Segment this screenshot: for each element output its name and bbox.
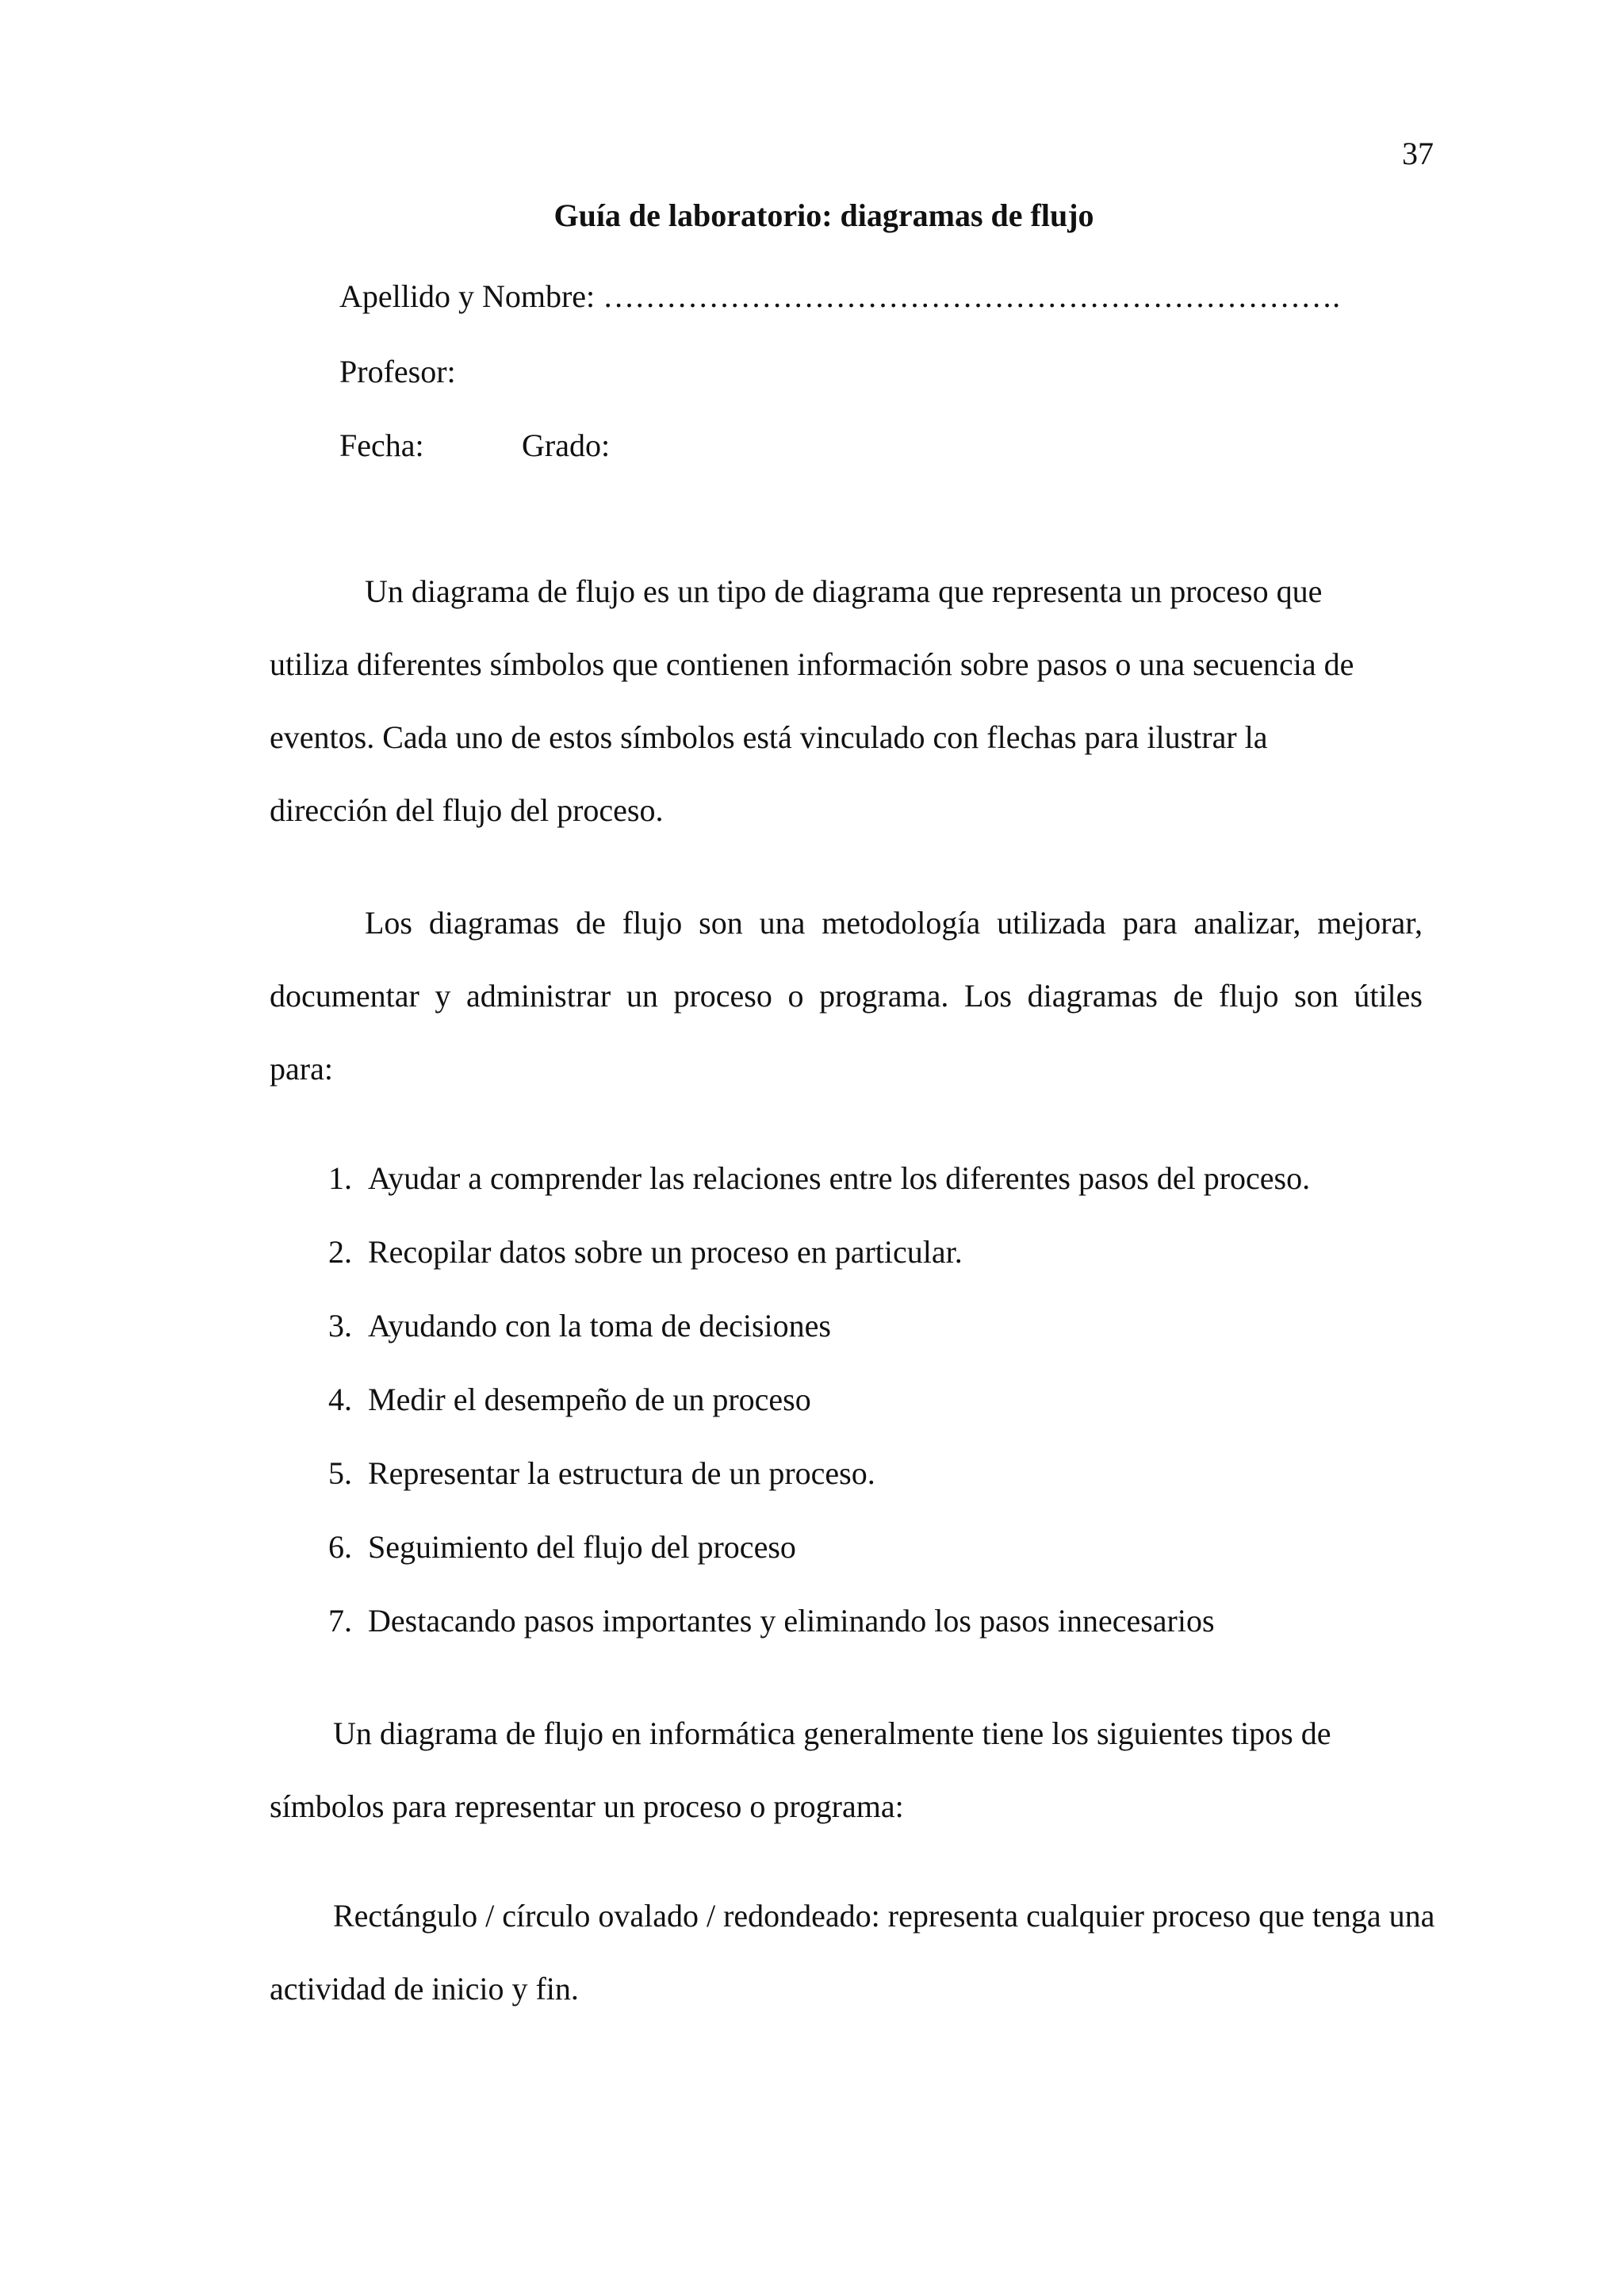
paragraph-line: símbolos para representar un proceso o programa: xyxy=(270,1788,904,1824)
paragraph-line: dirección del flujo del proceso. xyxy=(270,792,664,828)
page-number: 37 xyxy=(1402,136,1434,171)
paragraph-line: eventos. Cada uno de estos símbolos está vinculado con flechas para ilustrar la xyxy=(270,719,1268,755)
list-item xyxy=(328,1381,1310,1455)
list-item xyxy=(328,1233,1310,1307)
paragraph-rectangle-symbol xyxy=(270,1880,1435,2026)
paragraph-line: Rectángulo / círculo ovalado / redondeado: representa cualquier proceso que tenga una xyxy=(333,1898,1435,1934)
list-item-number: 5. xyxy=(328,1455,352,1491)
list-item-number: 4. xyxy=(328,1382,352,1417)
list-item-text: Destacando pasos importantes y eliminando los pasos innecesarios xyxy=(368,1603,1215,1639)
page-title: Guía de laboratorio: diagramas de flujo xyxy=(553,197,1094,233)
paragraph-line: documentar y administrar un proceso o programa. Los diagramas de flujo son útiles xyxy=(270,978,1423,1014)
list-item-text: Seguimiento del flujo del proceso xyxy=(368,1529,796,1565)
paragraph-symbols-intro xyxy=(270,1697,1423,1843)
uses-list xyxy=(328,1159,1310,1676)
list-item-text: Ayudar a comprender las relaciones entre los diferentes pasos del proceso. xyxy=(368,1160,1311,1196)
list-item xyxy=(328,1528,1310,1602)
list-item-text: Medir el desempeño de un proceso xyxy=(368,1382,811,1417)
list-item-number: 6. xyxy=(328,1529,352,1565)
paragraph-line: actividad de inicio y fin. xyxy=(270,1971,579,2007)
paragraph-definition xyxy=(270,555,1423,847)
list-item xyxy=(328,1455,1310,1528)
list-item-number: 7. xyxy=(328,1603,352,1639)
date-field-label: Fecha: xyxy=(339,427,424,463)
grade-field-label: Grado: xyxy=(522,427,611,463)
paragraph-line: para: xyxy=(270,1051,333,1087)
teacher-field-label: Profesor: xyxy=(339,354,456,389)
list-item-text: Recopilar datos sobre un proceso en particular. xyxy=(368,1234,963,1270)
paragraph-line: Un diagrama de flujo es un tipo de diagrama que representa un proceso que xyxy=(365,573,1323,609)
list-item-number: 1. xyxy=(328,1160,352,1196)
list-item xyxy=(328,1307,1310,1381)
list-item-number: 2. xyxy=(328,1234,352,1270)
paragraph-line: utiliza diferentes símbolos que contienen información sobre pasos o una secuencia de xyxy=(270,646,1354,682)
list-item-number: 3. xyxy=(328,1308,352,1343)
list-item-text: Representar la estructura de un proceso. xyxy=(368,1455,875,1491)
list-item xyxy=(328,1602,1310,1676)
paragraph-line: Un diagrama de flujo en informática generalmente tiene los siguientes tipos de xyxy=(333,1715,1331,1751)
list-item xyxy=(328,1159,1310,1233)
paragraph-uses xyxy=(270,887,1423,1106)
name-field-label: Apellido y Nombre: ……………………………………………………………. xyxy=(339,278,1341,314)
list-item-text: Ayudando con la toma de decisiones xyxy=(368,1308,831,1343)
paragraph-line: Los diagramas de flujo son una metodología utilizada para analizar, mejorar, xyxy=(365,905,1423,941)
